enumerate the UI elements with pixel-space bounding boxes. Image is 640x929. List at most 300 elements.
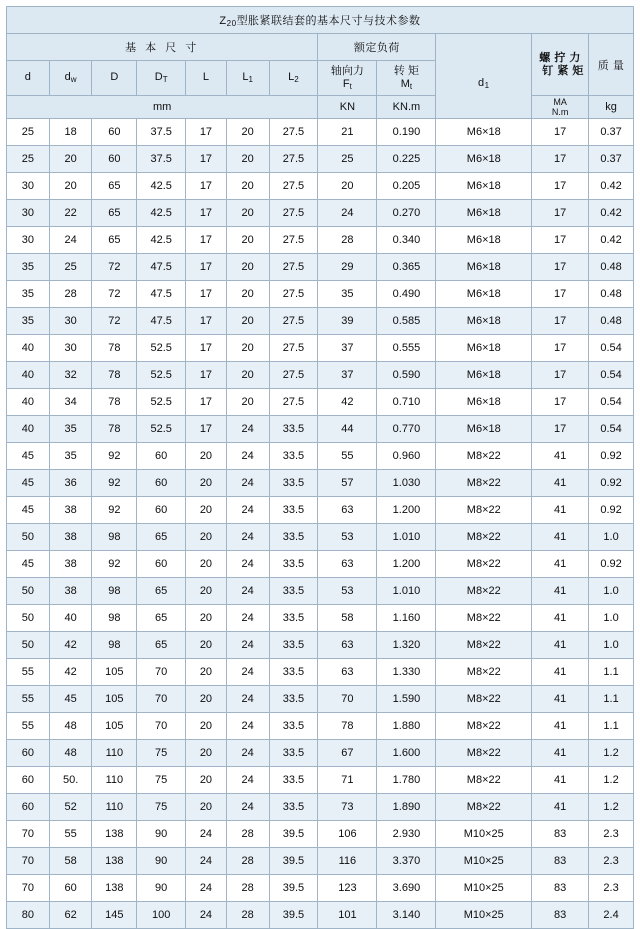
cell-d: 25 <box>7 119 50 146</box>
cell-dw: 38 <box>49 551 92 578</box>
cell-MA: 41 <box>532 524 589 551</box>
col-d: d <box>7 61 50 96</box>
cell-DT: 65 <box>137 632 186 659</box>
cell-screw: M10×25 <box>436 821 532 848</box>
cell-Ft: 63 <box>318 551 377 578</box>
cell-Ft: 63 <box>318 497 377 524</box>
cell-Mt: 3.140 <box>377 902 436 929</box>
cell-kg: 1.0 <box>589 605 634 632</box>
cell-DT: 37.5 <box>137 146 186 173</box>
cell-L: 17 <box>186 254 227 281</box>
cell-kg: 0.37 <box>589 119 634 146</box>
cell-Mt: 1.200 <box>377 551 436 578</box>
cell-kg: 2.3 <box>589 848 634 875</box>
cell-Mt: 1.600 <box>377 740 436 767</box>
table-row <box>7 551 634 578</box>
cell-d: 40 <box>7 389 50 416</box>
cell-L1: 24 <box>226 524 269 551</box>
cell-DT: 65 <box>137 524 186 551</box>
table-row <box>7 281 634 308</box>
unit-mm: mm <box>7 96 318 119</box>
cell-L: 20 <box>186 497 227 524</box>
cell-dw: 35 <box>49 416 92 443</box>
cell-screw: M8×22 <box>436 551 532 578</box>
cell-D: 145 <box>92 902 137 929</box>
cell-dw: 35 <box>49 443 92 470</box>
cell-screw: M6×18 <box>436 389 532 416</box>
cell-Mt: 0.205 <box>377 173 436 200</box>
screw-force-vertical <box>539 52 581 64</box>
cell-screw: M8×22 <box>436 632 532 659</box>
cell-Ft: 55 <box>318 443 377 470</box>
cell-dw: 32 <box>49 362 92 389</box>
group-hex-screw <box>436 34 532 119</box>
cell-d: 50 <box>7 578 50 605</box>
table-row <box>7 740 634 767</box>
cell-kg: 1.2 <box>589 740 634 767</box>
col-axial-force <box>318 61 377 96</box>
cell-kg: 0.42 <box>589 200 634 227</box>
cell-Mt: 3.690 <box>377 875 436 902</box>
cell-MA: 17 <box>532 146 589 173</box>
cell-d: 30 <box>7 227 50 254</box>
cell-d: 70 <box>7 875 50 902</box>
cell-DT: 52.5 <box>137 389 186 416</box>
cell-L1: 20 <box>226 389 269 416</box>
table-row <box>7 497 634 524</box>
cell-L2: 33.5 <box>269 578 318 605</box>
cell-L1: 24 <box>226 713 269 740</box>
cell-L2: 33.5 <box>269 794 318 821</box>
cell-kg: 0.54 <box>589 335 634 362</box>
cell-Mt: 0.225 <box>377 146 436 173</box>
cell-dw: 20 <box>49 173 92 200</box>
cell-L: 17 <box>186 200 227 227</box>
cell-L2: 33.5 <box>269 551 318 578</box>
cell-L: 20 <box>186 443 227 470</box>
axial-force-label: 轴向力 <box>330 65 364 78</box>
cell-Ft: 57 <box>318 470 377 497</box>
cell-MA: 83 <box>532 821 589 848</box>
axial-force-symbol: $F_t$ <box>342 78 352 91</box>
cell-L2: 33.5 <box>269 443 318 470</box>
cell-L1: 24 <box>226 470 269 497</box>
cell-L1: 20 <box>226 335 269 362</box>
cell-d: 40 <box>7 362 50 389</box>
cell-screw: M6×18 <box>436 119 532 146</box>
cell-L2: 27.5 <box>269 173 318 200</box>
cell-d: 80 <box>7 902 50 929</box>
cell-Ft: 78 <box>318 713 377 740</box>
cell-L2: 27.5 <box>269 335 318 362</box>
cell-d: 60 <box>7 794 50 821</box>
cell-dw: 30 <box>49 308 92 335</box>
cell-screw: M6×18 <box>436 362 532 389</box>
cell-dw: 52 <box>49 794 92 821</box>
group-basic-dims: 基 本 尺 寸 <box>7 34 318 61</box>
col-L2: $L_2$ <box>269 61 318 96</box>
cell-L2: 33.5 <box>269 686 318 713</box>
cell-D: 98 <box>92 605 137 632</box>
cell-Mt: 1.200 <box>377 497 436 524</box>
cell-D: 92 <box>92 497 137 524</box>
cell-D: 92 <box>92 470 137 497</box>
cell-d: 40 <box>7 335 50 362</box>
cell-L2: 27.5 <box>269 362 318 389</box>
cell-dw: 18 <box>49 119 92 146</box>
cell-MA: 83 <box>532 848 589 875</box>
table-row <box>7 119 634 146</box>
cell-DT: 75 <box>137 794 186 821</box>
cell-L1: 20 <box>226 119 269 146</box>
cell-L2: 33.5 <box>269 740 318 767</box>
cell-d: 25 <box>7 146 50 173</box>
cell-kg: 1.1 <box>589 686 634 713</box>
cell-D: 65 <box>92 200 137 227</box>
cell-dw: 24 <box>49 227 92 254</box>
cell-Ft: 53 <box>318 524 377 551</box>
table-row <box>7 416 634 443</box>
cell-dw: 58 <box>49 848 92 875</box>
cell-Ft: 39 <box>318 308 377 335</box>
cell-L2: 27.5 <box>269 227 318 254</box>
cell-L2: 27.5 <box>269 200 318 227</box>
cell-Mt: 1.780 <box>377 767 436 794</box>
table-row <box>7 308 634 335</box>
table-row <box>7 173 634 200</box>
cell-L1: 24 <box>226 578 269 605</box>
cell-Mt: 1.320 <box>377 632 436 659</box>
table-row <box>7 200 634 227</box>
cell-d: 55 <box>7 686 50 713</box>
cell-Mt: 1.590 <box>377 686 436 713</box>
cell-L2: 33.5 <box>269 632 318 659</box>
col-L: L <box>186 61 227 96</box>
cell-L1: 24 <box>226 416 269 443</box>
cell-kg: 2.3 <box>589 875 634 902</box>
cell-kg: 0.92 <box>589 470 634 497</box>
unit-kg: kg <box>589 96 634 119</box>
cell-D: 78 <box>92 389 137 416</box>
cell-DT: 70 <box>137 659 186 686</box>
cell-L: 20 <box>186 740 227 767</box>
cell-kg: 1.1 <box>589 713 634 740</box>
table-row <box>7 794 634 821</box>
cell-MA: 17 <box>532 416 589 443</box>
cell-kg: 1.0 <box>589 524 634 551</box>
cell-D: 78 <box>92 335 137 362</box>
cell-screw: M6×18 <box>436 173 532 200</box>
cell-L1: 24 <box>226 740 269 767</box>
cell-L1: 28 <box>226 875 269 902</box>
cell-screw: M8×22 <box>436 497 532 524</box>
cell-dw: 50. <box>49 767 92 794</box>
cell-L1: 28 <box>226 848 269 875</box>
torque-label: 转 矩 <box>393 65 419 78</box>
cell-Ft: 37 <box>318 362 377 389</box>
cell-DT: 90 <box>137 848 186 875</box>
cell-L: 20 <box>186 713 227 740</box>
cell-screw: M8×22 <box>436 767 532 794</box>
table-row <box>7 767 634 794</box>
cell-Mt: 1.330 <box>377 659 436 686</box>
cell-kg: 2.4 <box>589 902 634 929</box>
cell-Mt: 0.555 <box>377 335 436 362</box>
cell-d: 45 <box>7 443 50 470</box>
cell-D: 72 <box>92 308 137 335</box>
cell-d: 60 <box>7 740 50 767</box>
cell-D: 138 <box>92 821 137 848</box>
cell-L: 17 <box>186 335 227 362</box>
cell-screw: M6×18 <box>436 254 532 281</box>
cell-dw: 42 <box>49 659 92 686</box>
cell-d: 40 <box>7 416 50 443</box>
cell-D: 110 <box>92 740 137 767</box>
unit-screw-torque <box>532 96 589 119</box>
cell-d: 35 <box>7 308 50 335</box>
cell-Ft: 20 <box>318 173 377 200</box>
cell-L: 20 <box>186 551 227 578</box>
cell-D: 92 <box>92 443 137 470</box>
cell-Mt: 1.010 <box>377 524 436 551</box>
unit-ma: MA <box>553 96 567 107</box>
cell-screw: M8×22 <box>436 443 532 470</box>
cell-L: 17 <box>186 362 227 389</box>
title-sub: 20 <box>226 19 237 28</box>
cell-screw: M6×18 <box>436 416 532 443</box>
cell-screw: M8×22 <box>436 740 532 767</box>
cell-L2: 39.5 <box>269 875 318 902</box>
cell-screw: M6×18 <box>436 200 532 227</box>
cell-L1: 20 <box>226 308 269 335</box>
cell-Ft: 116 <box>318 848 377 875</box>
cell-DT: 42.5 <box>137 173 186 200</box>
cell-kg: 0.48 <box>589 308 634 335</box>
screw-force-label: 螺 拧 力 <box>539 52 581 65</box>
cell-L2: 27.5 <box>269 146 318 173</box>
cell-D: 110 <box>92 794 137 821</box>
cell-screw: M6×18 <box>436 308 532 335</box>
cell-L: 20 <box>186 659 227 686</box>
cell-L2: 27.5 <box>269 281 318 308</box>
cell-kg: 0.92 <box>589 443 634 470</box>
cell-MA: 41 <box>532 443 589 470</box>
cell-L1: 24 <box>226 605 269 632</box>
cell-MA: 17 <box>532 308 589 335</box>
cell-L: 20 <box>186 632 227 659</box>
cell-dw: 36 <box>49 470 92 497</box>
cell-Ft: 24 <box>318 200 377 227</box>
cell-MA: 41 <box>532 740 589 767</box>
cell-Mt: 0.340 <box>377 227 436 254</box>
cell-DT: 100 <box>137 902 186 929</box>
cell-dw: 55 <box>49 821 92 848</box>
table-body <box>7 119 634 929</box>
cell-Ft: 28 <box>318 227 377 254</box>
cell-L1: 20 <box>226 362 269 389</box>
cell-L: 24 <box>186 848 227 875</box>
col-dw: $d_w$ <box>49 61 92 96</box>
cell-DT: 47.5 <box>137 254 186 281</box>
cell-kg: 1.0 <box>589 632 634 659</box>
cell-dw: 28 <box>49 281 92 308</box>
cell-Ft: 42 <box>318 389 377 416</box>
cell-L1: 28 <box>226 821 269 848</box>
cell-d: 45 <box>7 551 50 578</box>
cell-d: 50 <box>7 605 50 632</box>
group-rated-load: 额定负荷 <box>318 34 436 61</box>
cell-DT: 37.5 <box>137 119 186 146</box>
screw-moment-label: 钉 紧 矩 <box>542 64 584 77</box>
cell-kg: 2.3 <box>589 821 634 848</box>
cell-dw: 42 <box>49 632 92 659</box>
cell-L1: 24 <box>226 551 269 578</box>
cell-DT: 52.5 <box>137 362 186 389</box>
cell-kg: 0.42 <box>589 227 634 254</box>
cell-Mt: 0.190 <box>377 119 436 146</box>
cell-L1: 20 <box>226 227 269 254</box>
cell-MA: 41 <box>532 659 589 686</box>
cell-Ft: 106 <box>318 821 377 848</box>
cell-d: 70 <box>7 821 50 848</box>
cell-L1: 20 <box>226 281 269 308</box>
cell-D: 138 <box>92 875 137 902</box>
cell-Mt: 0.365 <box>377 254 436 281</box>
cell-DT: 75 <box>137 740 186 767</box>
cell-L2: 27.5 <box>269 119 318 146</box>
cell-Ft: 25 <box>318 146 377 173</box>
group-mass: 质 量 <box>589 34 634 96</box>
cell-L2: 33.5 <box>269 659 318 686</box>
cell-L: 20 <box>186 794 227 821</box>
cell-L: 24 <box>186 902 227 929</box>
cell-Mt: 1.890 <box>377 794 436 821</box>
cell-L: 20 <box>186 767 227 794</box>
table-title-row <box>7 7 634 34</box>
cell-kg: 1.0 <box>589 578 634 605</box>
cell-Ft: 70 <box>318 686 377 713</box>
table-row <box>7 902 634 929</box>
col-D: D <box>92 61 137 96</box>
cell-d: 70 <box>7 848 50 875</box>
table-row <box>7 146 634 173</box>
cell-L: 17 <box>186 281 227 308</box>
cell-d: 45 <box>7 470 50 497</box>
cell-L: 17 <box>186 416 227 443</box>
cell-L2: 39.5 <box>269 848 318 875</box>
unit-knm: KN.m <box>377 96 436 119</box>
table-row <box>7 254 634 281</box>
table-row <box>7 821 634 848</box>
table-row <box>7 335 634 362</box>
cell-L: 20 <box>186 605 227 632</box>
cell-screw: M10×25 <box>436 875 532 902</box>
cell-screw: M8×22 <box>436 524 532 551</box>
cell-dw: 62 <box>49 902 92 929</box>
cell-DT: 70 <box>137 686 186 713</box>
cell-D: 105 <box>92 686 137 713</box>
cell-d: 50 <box>7 632 50 659</box>
cell-L1: 24 <box>226 767 269 794</box>
cell-MA: 41 <box>532 470 589 497</box>
cell-dw: 30 <box>49 335 92 362</box>
cell-D: 98 <box>92 524 137 551</box>
cell-L: 24 <box>186 821 227 848</box>
cell-dw: 45 <box>49 686 92 713</box>
cell-D: 72 <box>92 254 137 281</box>
cell-Mt: 0.270 <box>377 200 436 227</box>
cell-D: 92 <box>92 551 137 578</box>
table-row <box>7 686 634 713</box>
cell-L2: 33.5 <box>269 767 318 794</box>
cell-DT: 42.5 <box>137 200 186 227</box>
cell-L2: 33.5 <box>269 497 318 524</box>
cell-DT: 65 <box>137 605 186 632</box>
cell-L1: 24 <box>226 686 269 713</box>
cell-DT: 47.5 <box>137 281 186 308</box>
cell-kg: 0.37 <box>589 146 634 173</box>
cell-d: 45 <box>7 497 50 524</box>
cell-L2: 39.5 <box>269 902 318 929</box>
cell-L2: 27.5 <box>269 308 318 335</box>
col-L1: $L_1$ <box>226 61 269 96</box>
cell-screw: M6×18 <box>436 335 532 362</box>
cell-screw: M6×18 <box>436 281 532 308</box>
cell-Mt: 2.930 <box>377 821 436 848</box>
cell-D: 110 <box>92 767 137 794</box>
cell-Ft: 35 <box>318 281 377 308</box>
cell-L1: 20 <box>226 254 269 281</box>
cell-DT: 52.5 <box>137 416 186 443</box>
table-row <box>7 848 634 875</box>
cell-kg: 0.92 <box>589 551 634 578</box>
cell-Ft: 63 <box>318 659 377 686</box>
table-row <box>7 227 634 254</box>
cell-L2: 27.5 <box>269 389 318 416</box>
cell-MA: 17 <box>532 200 589 227</box>
cell-screw: M8×22 <box>436 578 532 605</box>
cell-screw: M8×22 <box>436 713 532 740</box>
cell-kg: 0.42 <box>589 173 634 200</box>
cell-dw: 40 <box>49 605 92 632</box>
col-torque <box>377 61 436 96</box>
cell-L: 24 <box>186 875 227 902</box>
cell-dw: 34 <box>49 389 92 416</box>
cell-Mt: 0.590 <box>377 362 436 389</box>
cell-DT: 90 <box>137 875 186 902</box>
cell-Ft: 29 <box>318 254 377 281</box>
unit-row <box>7 96 634 119</box>
table-row <box>7 605 634 632</box>
cell-D: 65 <box>92 227 137 254</box>
cell-L1: 24 <box>226 497 269 524</box>
cell-L1: 24 <box>226 632 269 659</box>
cell-d: 55 <box>7 713 50 740</box>
cell-MA: 83 <box>532 902 589 929</box>
cell-L1: 24 <box>226 443 269 470</box>
cell-Mt: 1.010 <box>377 578 436 605</box>
cell-L: 17 <box>186 389 227 416</box>
cell-D: 98 <box>92 578 137 605</box>
table-row <box>7 659 634 686</box>
torque-symbol: $M_t$ <box>400 78 413 91</box>
table-row <box>7 524 634 551</box>
cell-dw: 20 <box>49 146 92 173</box>
cell-MA: 17 <box>532 173 589 200</box>
cell-dw: 60 <box>49 875 92 902</box>
cell-Ft: 21 <box>318 119 377 146</box>
cell-DT: 60 <box>137 443 186 470</box>
